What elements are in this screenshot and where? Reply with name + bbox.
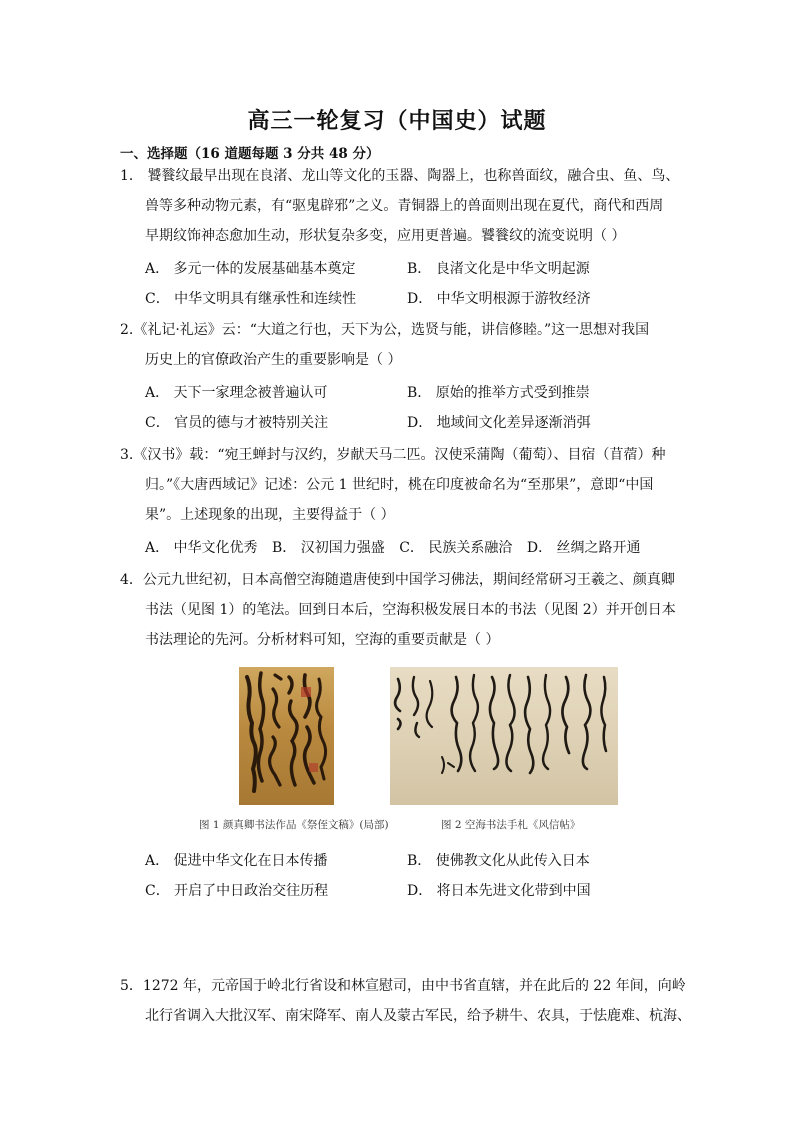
question-3 <box>120 440 692 530</box>
figure-2-brush-strokes <box>390 667 618 805</box>
question-4-line-3: 书法理论的先河。分析材料可知，空海的重要贡献是（ ） <box>145 632 500 648</box>
question-3-option-d[interactable]: D． 丝绸之路开通 <box>526 540 641 556</box>
question-1-line-3: 早期纹饰神态愈加生动，形状复杂多变，应用更普遍。饕餮纹的流变说明（ ） <box>145 228 626 244</box>
figure-2-caption: 图 2 空海书法手札《风信帖》 <box>441 819 581 831</box>
question-4-line-2: 书法（见图 1）的笔法。回到日本后，空海积极发展日本的书法（见图 2）并开创日本 <box>145 602 676 618</box>
question-5 <box>120 971 692 1031</box>
question-3-option-c[interactable]: C． 民族关系融洽 <box>399 540 513 556</box>
question-4-option-c[interactable]: C． 开启了中日政治交往历程 <box>145 883 329 899</box>
figure-2-calligraphy-image <box>390 667 618 805</box>
question-4-options-row-1 <box>145 846 695 876</box>
question-5-line-2: 北行省调入大批汉军、南宋降军、南人及蒙古军民，给予耕牛、农具，于怯鹿难、杭海、 <box>145 1008 691 1024</box>
question-1-option-c[interactable]: C． 中华文明具有继承性和连续性 <box>145 291 357 307</box>
question-1-option-b[interactable]: B． 良渚文化是中华文明起源 <box>407 261 590 277</box>
figure-1-brush-strokes <box>239 667 334 805</box>
question-4-option-a[interactable]: A． 促进中华文化在日本传播 <box>145 853 328 869</box>
question-2-option-c[interactable]: C． 官员的德与才被特别关注 <box>145 415 329 431</box>
question-3-options <box>145 533 705 563</box>
question-4-line-1: 4．公元九世纪初，日本高僧空海随遣唐使到中国学习佛法，期间经常研习王羲之、颜真卿 <box>120 572 675 588</box>
question-1-options-row-1 <box>145 254 695 284</box>
question-1-line-2: 兽等多种动物元素，有“驱鬼辟邪”之义。青铜器上的兽面则出现在夏代，商代和西周 <box>145 198 664 214</box>
question-3-line-2: 归。”《大唐西域记》记述：公元 1 世纪时，桃在印度被命名为“至那果”，意即“中国 <box>145 477 654 493</box>
question-4-options-row-2 <box>145 876 695 906</box>
figure-1-calligraphy-image <box>239 667 334 805</box>
question-2-line-1: 2.《礼记·礼运》云：“大道之行也，天下为公，选贤与能，讲信修睦。”这一思想对我国 <box>120 322 650 338</box>
question-2-option-a[interactable]: A． 天下一家理念被普遍认可 <box>145 385 328 401</box>
question-2-options-row-2 <box>145 408 695 438</box>
question-3-line-1: 3.《汉书》载：“宛王蝉封与汉约，岁献天马二匹。汉使采蒲陶（葡萄）、目宿（苜蓿）种 <box>120 447 666 463</box>
question-2-option-d[interactable]: D． 地域间文化差异逐渐消弭 <box>407 415 591 431</box>
question-5-line-1: 5．1272 年，元帝国于岭北行省设和林宣慰司，由中书省直辖，并在此后的 22 年间，向岭 <box>120 978 686 994</box>
question-2 <box>120 315 692 375</box>
question-4 <box>120 565 692 655</box>
figure-1-caption: 图 1 颜真卿书法作品《祭侄文稿》(局部) <box>199 819 389 831</box>
page-title: 高三一轮复习（中国史）试题 <box>247 108 547 134</box>
question-2-options-row-1 <box>145 378 695 408</box>
question-3-option-a[interactable]: A． 中华文化优秀 <box>145 540 258 556</box>
question-3-option-b[interactable]: B． 汉初国力强盛 <box>272 540 385 556</box>
question-1 <box>120 161 692 251</box>
question-4-option-d[interactable]: D． 将日本先进文化带到中国 <box>407 883 591 899</box>
question-2-line-2: 历史上的官僚政治产生的重要影响是（ ） <box>145 352 402 368</box>
question-1-line-1: 1． 饕餮纹最早出现在良渚、龙山等文化的玉器、陶器上，也称兽面纹，融合虫、鱼、鸟、 <box>120 168 680 184</box>
question-2-option-b[interactable]: B． 原始的推举方式受到推崇 <box>407 385 590 401</box>
question-3-line-3: 果”。上述现象的出现，主要得益于（ ） <box>145 507 395 523</box>
question-1-option-a[interactable]: A． 多元一体的发展基础基本奠定 <box>145 261 356 277</box>
question-4-option-b[interactable]: B． 使佛教文化从此传入日本 <box>407 853 590 869</box>
question-1-option-d[interactable]: D． 中华文明根源于游牧经济 <box>407 291 591 307</box>
question-1-options-row-2 <box>145 284 695 314</box>
section-heading: 一、选择题（16 道题每题 3 分共 48 分） <box>120 146 380 162</box>
